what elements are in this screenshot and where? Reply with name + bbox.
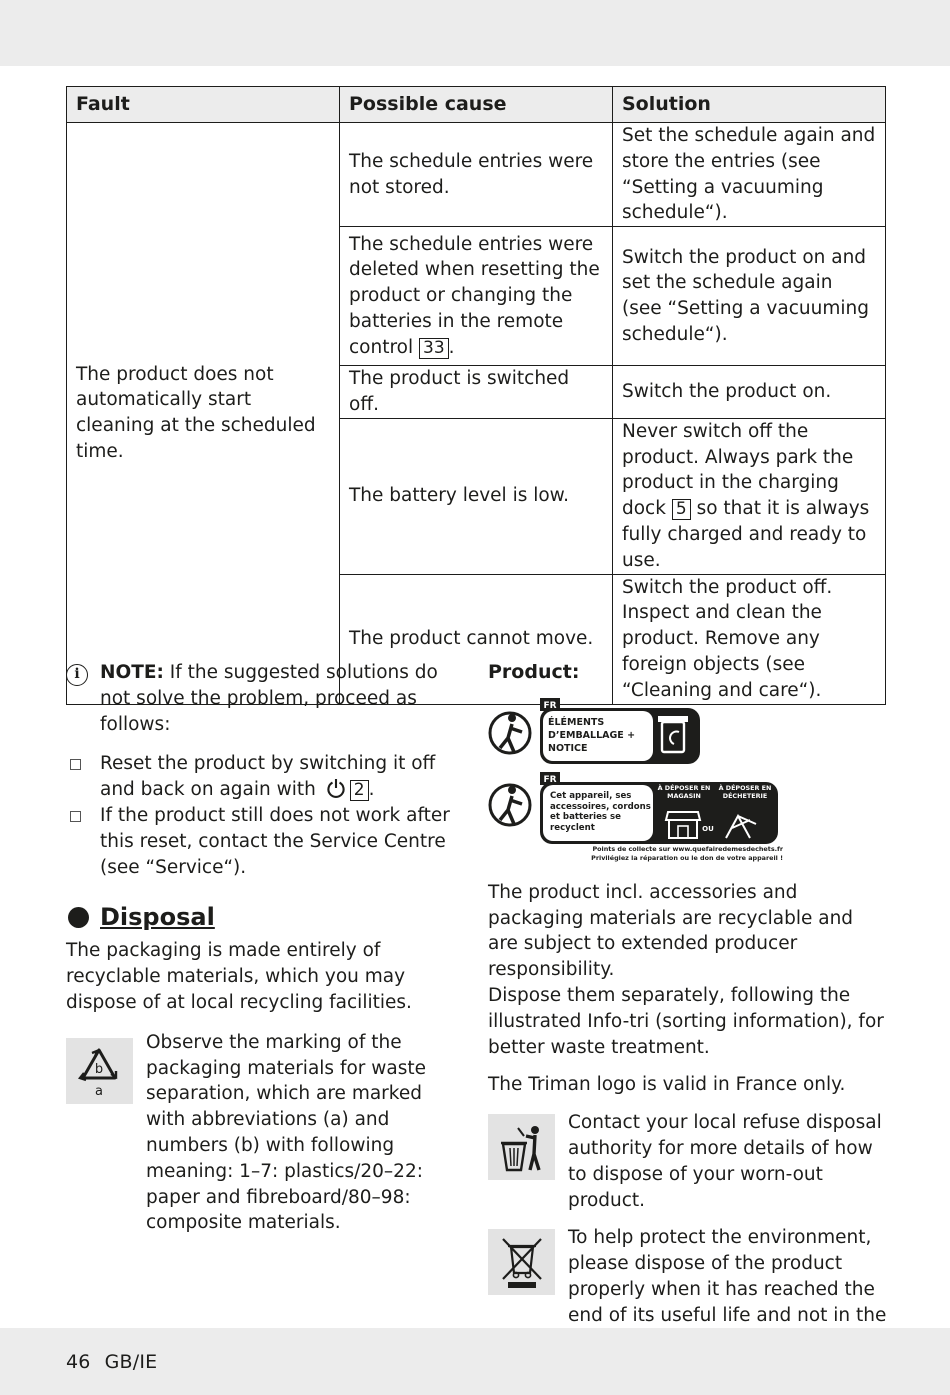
step-text-end: .	[368, 779, 375, 801]
contact-authority-paragraph: Contact your local refuse disposal authority for more details of how to dispose of your worn-out product.	[568, 1112, 882, 1211]
top-band	[0, 0, 950, 66]
refuse-disposal-block	[488, 1110, 888, 1213]
solution-cell: Switch the product off. Inspect and clean the product. Remove any foreign objects (see “Cleaning and care“).	[613, 574, 886, 704]
triman-label-packaging: ÉLÉMENTS D’EMBALLAGE + NOTICE	[548, 716, 636, 754]
disposal-heading	[66, 902, 461, 932]
checkbox-bullet-icon	[70, 759, 81, 770]
cause-cell: The schedule entries were not stored.	[340, 123, 613, 227]
table-row	[67, 123, 886, 227]
left-column	[66, 660, 461, 1236]
header-fault: Fault	[67, 87, 340, 123]
solution-cell	[613, 418, 886, 574]
crossed-out-wheelie-bin-icon	[488, 1229, 555, 1295]
litter-bin-person-icon	[488, 1114, 555, 1180]
triman-figure-icon	[490, 713, 530, 753]
cause-text-end: .	[448, 336, 455, 358]
page-footer	[66, 1350, 157, 1376]
info-icon: i	[66, 664, 88, 686]
fault-cell: The product does not automatically start cleaning at the scheduled time.	[67, 123, 340, 705]
triman-validity-paragraph: The Triman logo is valid in France only.	[488, 1074, 846, 1096]
product-heading: Product:	[488, 661, 580, 683]
cause-cell: The product cannot move.	[340, 574, 613, 704]
recycling-number-letter: b	[94, 1061, 104, 1077]
solution-text: Never switch off the product. Always park the product in the charging dock	[622, 420, 854, 520]
triman-label-appliance: Cet appareil, ses accessoires, cordons et batteries se recyclent	[550, 790, 651, 833]
troubleshooting-table	[66, 86, 886, 705]
triman-badge-fr: FR	[543, 700, 557, 711]
note-block	[66, 660, 461, 737]
cause-cell: The battery level is low.	[340, 418, 613, 574]
power-icon	[326, 778, 346, 798]
solution-cell: Switch the product on and set the schedule again (see “Setting a vacuuming schedule“).	[613, 227, 886, 366]
solution-text-end: so that it is always fully charged and ready to use.	[622, 498, 870, 571]
collection-points-url: Points de collecte sur www.quefairedemesdechets.fr	[592, 844, 783, 853]
environment-paragraph: To help protect the environment, please dispose of the product properly when it has reached the end of its useful life and not in the	[568, 1227, 887, 1326]
disposal-heading-text: Disposal	[100, 903, 215, 932]
solution-cell: Switch the product on.	[613, 366, 886, 419]
marking-paragraph: Observe the marking of the packaging materials for waste separation, which are marked with abbreviations (a) and numbers (b) with following meaning: 1–7: plastics/20–22: paper and fibreboard/80–98: composite materials.	[146, 1031, 427, 1234]
page-number: 46	[66, 1351, 91, 1373]
triman-info-tri-logo	[488, 698, 788, 868]
header-solution: Solution	[613, 87, 886, 123]
packaging-paragraph: The packaging is made entirely of recyclable materials, which you may dispose of at local recycling facilities.	[66, 940, 412, 1013]
solution-cell: Set the schedule again and store the entries (see “Setting a vacuuming schedule“).	[613, 123, 886, 227]
cause-cell: The product is switched off.	[340, 366, 613, 419]
reference-number: 2	[350, 780, 369, 801]
step-text: Reset the product by switching it off and back on again with	[100, 753, 436, 801]
steps-list	[66, 751, 461, 880]
checkbox-bullet-icon	[70, 811, 81, 822]
triman-badge-fr: FR	[543, 774, 557, 785]
responsibility-paragraph: The product incl. accessories and packaging materials are recyclable and are subject to extended producer responsibility.	[488, 881, 854, 981]
drop-in-store-label: À DÉPOSER EN MAGASIN	[657, 783, 711, 800]
drop-at-centre-label: À DÉPOSER EN DÉCHETERIE	[718, 783, 772, 800]
header-possible-cause: Possible cause	[340, 87, 613, 123]
cause-cell	[340, 227, 613, 366]
note-label: NOTE:	[100, 662, 164, 683]
recycling-symbol-icon	[66, 1038, 133, 1104]
recycling-marking-block	[66, 1030, 461, 1236]
bullet-dot-icon	[68, 907, 89, 928]
reference-number: 33	[419, 338, 449, 359]
repair-hint: Privilégiez la réparation ou le don de votre appareil !	[591, 853, 783, 862]
list-item	[66, 751, 461, 803]
locale-label: GB/IE	[104, 1351, 158, 1373]
triman-figure-icon	[490, 785, 530, 825]
or-label: OU	[702, 824, 714, 833]
recycling-abbreviation-letter: a	[95, 1083, 103, 1099]
table-header-row	[67, 87, 886, 123]
reference-number: 5	[672, 499, 691, 520]
list-item	[66, 803, 461, 880]
separate-paragraph: Dispose them separately, following the illustrated Info-tri (sorting information), for better waste treatment.	[488, 984, 884, 1058]
step-text: If the product still does not work after this reset, contact the Service Centre (see “Service“).	[100, 804, 450, 878]
right-column	[488, 660, 888, 1380]
note-text: If the suggested solutions do not solve the problem, proceed as follows:	[100, 662, 438, 735]
cause-text: The schedule entries were deleted when resetting the product or changing the batteries in the remote control	[349, 233, 600, 358]
